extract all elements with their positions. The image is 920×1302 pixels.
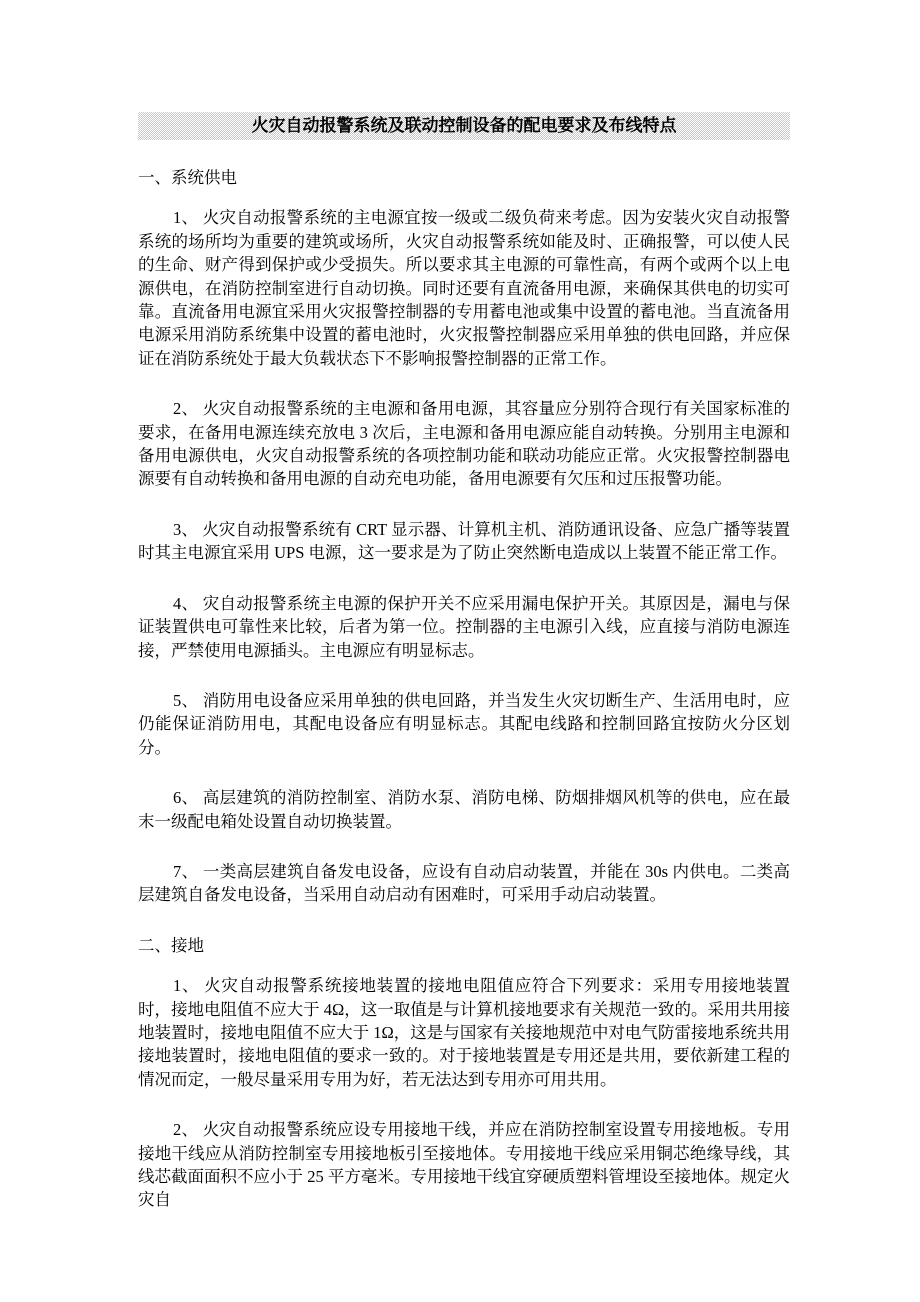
paragraph: 6、 高层建筑的消防控制室、消防水泵、消防电梯、防烟排烟风机等的供电，应在最末一级配电箱处设置自动切换装置。 [138,788,790,831]
paragraph: 3、 火灾自动报警系统有 CRT 显示器、计算机主机、消防通讯设备、应急广播等装置时其主电源宜采用 UPS 电源，这一要求是为了防止突然断电造成以上装置不能正常工作。 [138,519,790,563]
section-heading: 二、接地 [138,935,204,955]
paragraph: 1、 火灾自动报警系统接地装置的接地电阻值应符合下列要求：采用专用接地装置时，接地电阻值不应大于 4Ω，这一取值是与计算机接地要求有关规范一致的。采用共用接地装置时，接地电阻值不应大于 1Ω，这是与国家有关接地规范中对电气防雷接地系统共用接地装置时，接地电阻值的要求一致的。对于接地装置是专用还是共用，要依新建工程的情况而定，一般尽量采用专用为好，若无法达到专用亦可用共用。 [138,976,790,1089]
document-content [138,112,790,1239]
section-grounding [138,934,790,1212]
paragraph: 5、 消防用电设备应采用单独的供电回路，并当发生火灾切断生产、生活用电时，应仍能保证消防用电，其配电设备应有明显标志。其配电线路和控制回路宜按防火分区划分。 [138,690,790,757]
paragraph: 7、 一类高层建筑自备发电设备，应设有自动启动装置，并能在 30s 内供电。二类高层建筑自备发电设备，当采用自动启动有困难时，可采用手动启动装置。 [138,861,790,905]
paragraph: 1、 火灾自动报警系统的主电源宜按一级或二级负荷来考虑。因为安装火灾自动报警系统的场所均为重要的建筑或场所，火灾自动报警系统如能及时、正确报警，可以使人民的生命、财产得到保护或少受损失。所以要求其主电源的可靠性高，有两个或两个以上电源供电，在消防控制室进行自动切换。同时还要有直流备用电源，来确保其供电的切实可靠。直流备用电源宜采用火灾报警控制器的专用蓄电池或集中设置的蓄电池。当直流备用电源采用消防系统集中设置的蓄电池时，火灾报警控制器应采用单独的供电回路，并应保证在消防系统处于最大负载状态下不影响报警控制器的正常工作。 [138,208,790,368]
section-heading: 一、系统供电 [138,168,237,187]
paragraph: 4、 灾自动报警系统主电源的保护开关不应采用漏电保护开关。其原因是，漏电与保证装置供电可靠性来比较，后者为第一位。控制器的主电源引入线，应直接与消防电源连接，严禁使用电源插头。主电源应有明显标志。 [138,593,790,660]
paragraph: 2、 火灾自动报警系统应设专用接地干线，并应在消防控制室设置专用接地板。专用接地干线应从消防控制室专用接地板引至接地体。专用接地干线应采用铜芯绝缘导线，其线芯截面面积不应小于 25 平方毫米。专用接地干线宜穿硬质塑料管埋设至接地体。规定火灾自 [138,1120,790,1210]
section-system-power [138,166,790,907]
paragraph: 2、 火灾自动报警系统的主电源和备用电源，其容量应分别符合现行有关国家标准的要求，在备用电源连续充放电 3 次后，主电源和备用电源应能自动转换。分别用主电源和备用电源供电，火灾自动报警系统的各项控制功能和联动功能应正常。火灾报警控制器电源要有自动转换和备用电源的自动充电功能，备用电源要有欠压和过压报警功能。 [138,399,790,489]
document-title: 火灾自动报警系统及联动控制设备的配电要求及布线特点 [138,112,790,140]
